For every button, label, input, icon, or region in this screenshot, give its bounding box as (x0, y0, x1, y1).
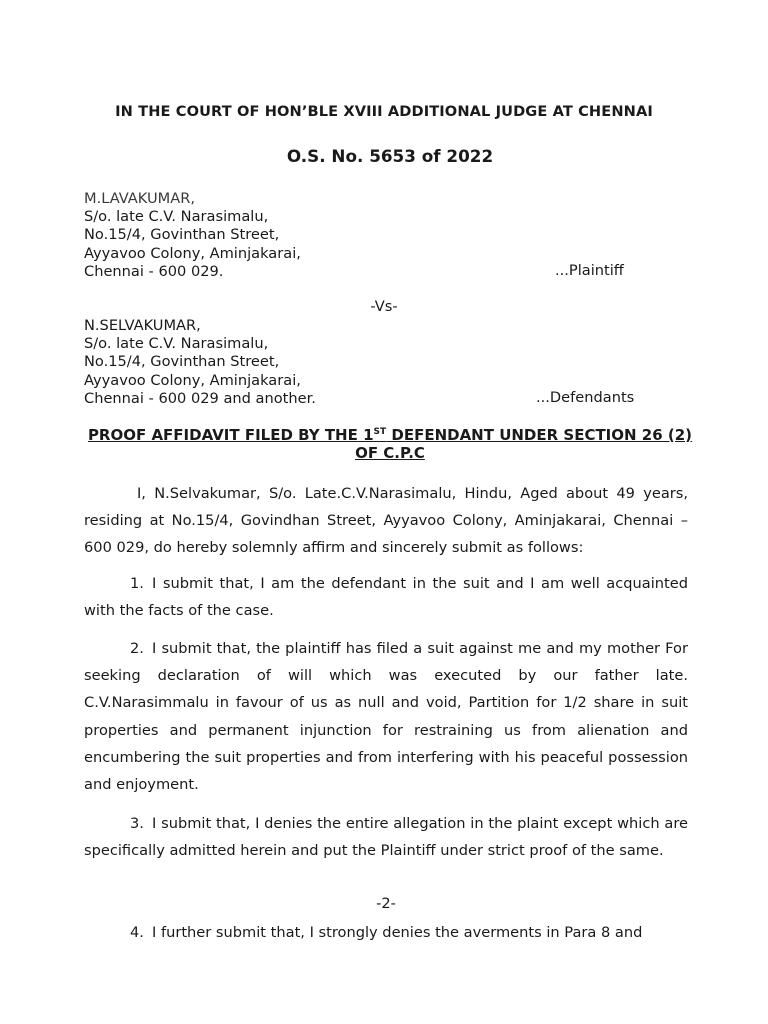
plaintiff-block (84, 190, 301, 281)
heading-superscript: ST (373, 427, 387, 437)
paragraph-number: 3. (130, 815, 144, 832)
heading-part1: PROOF AFFIDAVIT FILED BY THE 1 (87, 426, 374, 444)
numbered-paragraph (84, 919, 688, 946)
numbered-paragraph (84, 810, 688, 864)
numbered-paragraph (84, 570, 688, 624)
plaintiff-name: M.LAVAKUMAR, (84, 190, 195, 207)
plaintiff-line: Ayyavoo Colony, Aminjakarai, (84, 244, 301, 262)
defendant-line: No.15/4, Govinthan Street, (84, 353, 280, 371)
defendant-line: Chennai - 600 029 and another. (84, 389, 316, 407)
heading-part2: DEFENDANT UNDER SECTION 26 (2) OF C.P.C (355, 426, 693, 462)
intro-text: I, N.Selvakumar, S/o. Late.C.V.Narasimalu, Hindu, Aged about 49 years, residing at No.15/4, Govindhan Street, Ayyavoo Colony, Aminjakarai, Chennai – 600 029, do hereby solemnly affirm and sincerely submit as follows: (84, 485, 688, 557)
defendant-line: S/o. late C.V. Narasimalu, (84, 335, 269, 353)
defendant-role: ...Defendants (536, 389, 635, 406)
plaintiff-line: Chennai - 600 029. (84, 262, 224, 280)
defendant-name: N.SELVAKUMAR, (84, 317, 201, 334)
defendant-line: Ayyavoo Colony, Aminjakarai, (84, 371, 301, 389)
plaintiff-role: ...Plaintiff (555, 262, 624, 279)
plaintiff-line: No.15/4, Govinthan Street, (84, 226, 280, 244)
case-number: O.S. No. 5653 of 2022 (286, 146, 494, 166)
paragraph-text: I submit that, I denies the entire allegation in the plaint except which are specifically admitted herein and put the Plaintiff under strict proof of the same. (84, 815, 688, 860)
page-number: -2- (376, 895, 396, 912)
plaintiff-line: S/o. late C.V. Narasimalu, (84, 208, 269, 226)
affidavit-heading (84, 426, 696, 462)
versus-label: -Vs- (370, 298, 398, 315)
paragraph-text: I submit that, I am the defendant in the suit and I am well acquainted with the facts of the case. (84, 575, 688, 620)
paragraph-number: 2. (130, 640, 144, 657)
paragraph-number: 1. (130, 575, 144, 592)
paragraph-text: I submit that, the plaintiff has filed a suit against me and my mother For seeking declaration of will which was executed by our father late. C.V.Narasimmalu in favour of us as null and void, Partition for 1/2 share in suit properties and permanent injunction for restraining us from alienation and encumbering the suit properties and from interfering with his peaceful possession and enjoyment. (84, 640, 688, 794)
court-title: IN THE COURT OF HON’BLE XVIII ADDITIONAL JUDGE AT CHENNAI (115, 103, 653, 120)
numbered-paragraph (84, 635, 688, 798)
defendant-block (84, 317, 316, 408)
intro-paragraph (84, 480, 688, 562)
paragraph-number: 4. (130, 924, 144, 941)
paragraph-text: I further submit that, I strongly denies the averments in Para 8 and (152, 924, 643, 941)
